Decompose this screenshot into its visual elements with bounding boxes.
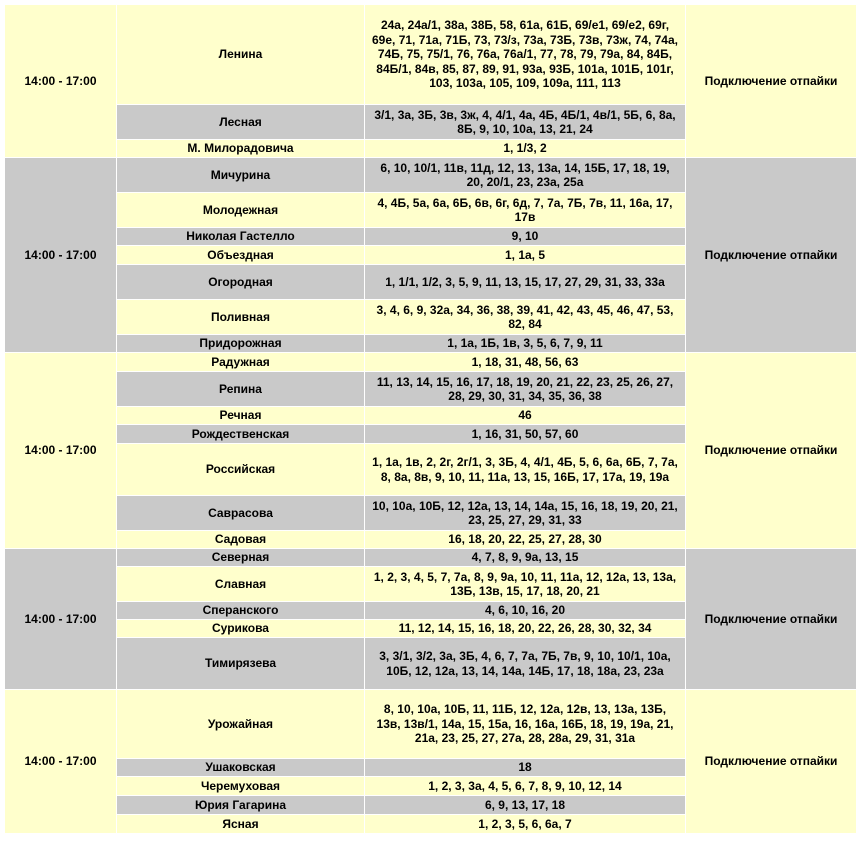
house-numbers-cell: 11, 12, 14, 15, 16, 18, 20, 22, 26, 28, 30, 32, 34 [365,620,686,638]
table-row [5,690,857,759]
street-name-cell: Юрия Гагарина [117,796,365,815]
house-numbers-cell: 1, 2, 3, 3а, 4, 5, 6, 7, 8, 9, 10, 12, 14 [365,777,686,796]
street-name-cell: Речная [117,407,365,425]
outage-schedule-table [4,4,857,834]
street-name-cell: Поливная [117,300,365,335]
house-numbers-cell: 1, 2, 3, 4, 5, 7, 7а, 8, 9, 9а, 10, 11, 11а, 12, 12а, 13, 13а, 13Б, 13в, 15, 17, 18, 20, 21 [365,567,686,602]
street-name-cell: Садовая [117,531,365,549]
house-numbers-cell: 10, 10а, 10Б, 12, 12а, 13, 14, 14а, 15, 16, 18, 19, 20, 21, 23, 25, 27, 29, 31, 33 [365,496,686,531]
house-numbers-cell: 1, 1/1, 1/2, 3, 5, 9, 11, 13, 15, 17, 27, 29, 31, 33, 33а [365,265,686,300]
street-name-cell: Тимирязева [117,638,365,690]
street-name-cell: Николая Гастелло [117,228,365,246]
time-window-cell: 14:00 - 17:00 [5,5,117,158]
table-row [5,5,857,105]
work-type-cell: Подключение отпайки [686,690,857,834]
street-name-cell: Придорожная [117,335,365,353]
time-window-cell: 14:00 - 17:00 [5,690,117,834]
work-type-cell: Подключение отпайки [686,549,857,690]
work-type-cell: Подключение отпайки [686,353,857,549]
time-window-cell: 14:00 - 17:00 [5,158,117,353]
street-name-cell: Рождественская [117,425,365,444]
street-name-cell: Ясная [117,815,365,834]
house-numbers-cell: 6, 10, 10/1, 11в, 11д, 12, 13, 13а, 14, 15Б, 17, 18, 19, 20, 20/1, 23, 23а, 25а [365,158,686,193]
time-window-cell: 14:00 - 17:00 [5,549,117,690]
house-numbers-cell: 1, 18, 31, 48, 56, 63 [365,353,686,372]
street-name-cell: Урожайная [117,690,365,759]
street-name-cell: Огородная [117,265,365,300]
house-numbers-cell: 8, 10, 10а, 10Б, 11, 11Б, 12, 12а, 12в, 13, 13а, 13Б, 13в, 13в/1, 14а, 15, 15а, 16, 16а, 16Б, 18, 19, 19а, 21, 21а, 23, 25, 27, 27а, 28, 28а, 29, 31, 31а [365,690,686,759]
street-name-cell: Черемуховая [117,777,365,796]
house-numbers-cell: 3, 4, 6, 9, 32а, 34, 36, 38, 39, 41, 42, 43, 45, 46, 47, 53, 82, 84 [365,300,686,335]
street-name-cell: Ушаковская [117,759,365,777]
street-name-cell: Молодежная [117,193,365,228]
house-numbers-cell: 9, 10 [365,228,686,246]
house-numbers-cell: 11, 13, 14, 15, 16, 17, 18, 19, 20, 21, 22, 23, 25, 26, 27, 28, 29, 30, 31, 34, 35, 36, 38 [365,372,686,407]
house-numbers-cell: 6, 9, 13, 17, 18 [365,796,686,815]
house-numbers-cell: 1, 2, 3, 5, 6, 6а, 7 [365,815,686,834]
street-name-cell: Объездная [117,246,365,265]
house-numbers-cell: 1, 1а, 5 [365,246,686,265]
house-numbers-cell: 4, 4Б, 5а, 6а, 6Б, 6в, 6г, 6д, 7, 7а, 7Б, 7в, 11, 16а, 17, 17в [365,193,686,228]
street-name-cell: Радужная [117,353,365,372]
time-window-cell: 14:00 - 17:00 [5,353,117,549]
house-numbers-cell: 1, 1а, 1в, 2, 2г, 2г/1, 3, 3Б, 4, 4/1, 4Б, 5, 6, 6а, 6Б, 7, 7а, 8, 8а, 8в, 9, 10, 11, 11а, 13, 15, 16Б, 17, 17а, 19, 19а [365,444,686,496]
street-name-cell: Сурикова [117,620,365,638]
house-numbers-cell: 3, 3/1, 3/2, 3а, 3Б, 4, 6, 7, 7а, 7Б, 7в, 9, 10, 10/1, 10а, 10Б, 12, 12а, 13, 14, 14а, 14Б, 17, 18, 18а, 23, 23а [365,638,686,690]
house-numbers-cell: 16, 18, 20, 22, 25, 27, 28, 30 [365,531,686,549]
table-row [5,549,857,567]
street-name-cell: Северная [117,549,365,567]
house-numbers-cell: 4, 7, 8, 9, 9а, 13, 15 [365,549,686,567]
house-numbers-cell: 4, 6, 10, 16, 20 [365,602,686,620]
street-name-cell: Ленина [117,5,365,105]
outage-schedule-body [5,5,857,834]
table-row [5,353,857,372]
street-name-cell: Мичурина [117,158,365,193]
street-name-cell: М. Милорадовича [117,140,365,158]
street-name-cell: Репина [117,372,365,407]
house-numbers-cell: 46 [365,407,686,425]
street-name-cell: Сперанского [117,602,365,620]
house-numbers-cell: 3/1, 3а, 3Б, 3в, 3ж, 4, 4/1, 4а, 4Б, 4Б/1, 4в/1, 5Б, 6, 8а, 8Б, 9, 10, 10а, 13, 21, 24 [365,105,686,140]
house-numbers-cell: 1, 16, 31, 50, 57, 60 [365,425,686,444]
house-numbers-cell: 18 [365,759,686,777]
table-row [5,158,857,193]
street-name-cell: Саврасова [117,496,365,531]
house-numbers-cell: 24а, 24а/1, 38а, 38Б, 58, 61а, 61Б, 69/е1, 69/е2, 69г, 69е, 71, 71а, 71Б, 73, 73/з, 73а, 73Б, 73в, 73ж, 74, 74а, 74Б, 75, 75/1, 76, 76а, 76а/1, 77, 78, 79, 79а, 84, 84Б, 84Б/1, 84в, 85, 87, 89, 91, 93а, 93Б, 101а, 101Б, 101г, 103, 103а, 105, 109, 109а, 111, 113 [365,5,686,105]
street-name-cell: Российская [117,444,365,496]
work-type-cell: Подключение отпайки [686,5,857,158]
street-name-cell: Славная [117,567,365,602]
house-numbers-cell: 1, 1а, 1Б, 1в, 3, 5, 6, 7, 9, 11 [365,335,686,353]
work-type-cell: Подключение отпайки [686,158,857,353]
house-numbers-cell: 1, 1/3, 2 [365,140,686,158]
street-name-cell: Лесная [117,105,365,140]
